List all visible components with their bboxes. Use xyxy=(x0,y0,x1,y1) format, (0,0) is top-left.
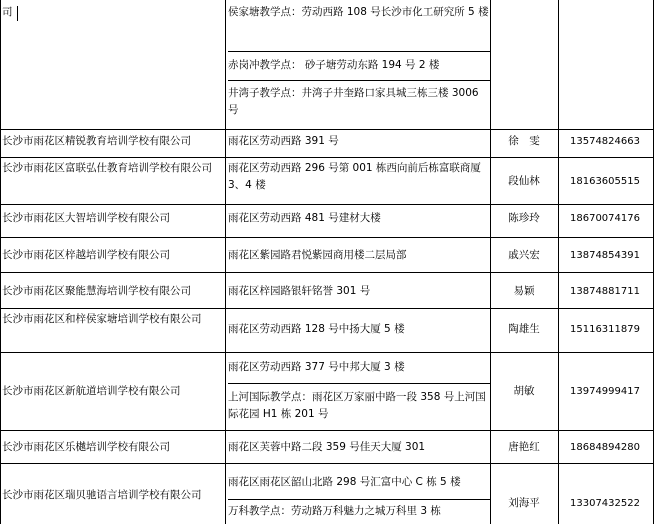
contact-phone: 13874854391 xyxy=(570,250,640,261)
company-name: 长沙市雨花区聚能慧海培训学校有限公司 xyxy=(2,285,191,297)
contact-phone: 13874881711 xyxy=(570,286,640,297)
contact-person: 段仙林 xyxy=(508,175,540,187)
contact-phone: 18163605515 xyxy=(570,176,640,187)
row-divider xyxy=(0,430,654,431)
school-address: 雨花区劳动西路 377 号中邦大厦 3 楼 xyxy=(228,361,405,373)
row-divider xyxy=(0,352,654,353)
row-divider xyxy=(0,157,654,158)
school-address: 侯家塘教学点：劳动西路 108 号长沙市化工研究所 5 楼 xyxy=(228,6,489,18)
school-address: 雨花区芙蓉中路二段 359 号佳天大厦 301 xyxy=(228,441,426,453)
contact-person: 陈珍玲 xyxy=(508,212,540,224)
school-address: 雨花区梓园路银轩铭誉 301 号 xyxy=(228,285,371,297)
table-border-left xyxy=(0,0,1,524)
contact-person: 刘海平 xyxy=(508,497,540,509)
school-address: 雨花区紫园路君悦紫园商用楼二层局部 xyxy=(228,249,407,261)
school-address: 上河国际教学点：雨花区万家丽中路一段 358 号上河国际花园 H1 栋 201 号 xyxy=(228,383,490,429)
contact-person: 胡敏 xyxy=(513,385,535,397)
row-divider xyxy=(0,129,654,130)
school-address: 井湾子教学点：井湾子井奎路口家具城三栋三楼 3006 号 xyxy=(228,80,490,128)
contact-phone: 13574824663 xyxy=(570,136,640,147)
column-divider-1 xyxy=(225,0,226,524)
row-divider xyxy=(0,237,654,238)
row-divider xyxy=(0,272,654,273)
contact-person: 易颖 xyxy=(513,285,535,297)
column-divider-3 xyxy=(558,0,559,524)
row-divider xyxy=(0,463,654,464)
company-name: 长沙市雨花区大智培训学校有限公司 xyxy=(2,212,170,224)
school-address: 雨花区劳动西路 128 号中扬大厦 5 楼 xyxy=(228,323,405,335)
contact-phone: 18670074176 xyxy=(570,213,640,224)
company-name: 长沙市雨花区梓越培训学校有限公司 xyxy=(2,249,170,261)
contact-phone: 13307432522 xyxy=(570,498,640,509)
school-address: 雨花区劳动西路 391 号 xyxy=(228,135,339,147)
contact-person: 唐艳红 xyxy=(508,441,540,453)
contact-person: 戚兴宏 xyxy=(508,249,540,261)
school-address: 雨花区劳动西路 481 号建材大楼 xyxy=(228,212,381,224)
company-name: 长沙市雨花区精锐教育培训学校有限公司 xyxy=(2,135,191,147)
contact-phone: 18684894280 xyxy=(570,442,640,453)
school-address: 赤岗冲教学点： 砂子塘劳动东路 194 号 2 楼 xyxy=(228,51,490,77)
row-divider xyxy=(0,308,654,309)
company-name: 长沙市雨花区富联弘仕教育培训学校有限公司 xyxy=(2,162,212,174)
company-name: 长沙市雨花区瑞贝驰语言培训学校有限公司 xyxy=(2,489,202,501)
contact-phone: 15116311879 xyxy=(570,324,640,335)
contact-person: 徐 雯 xyxy=(508,135,540,147)
contact-phone: 13974999417 xyxy=(570,386,640,397)
company-name: 长沙市雨花区乐樾培训学校有限公司 xyxy=(2,441,170,453)
company-name: 长沙市雨花区和梓侯家塘培训学校有限公司 xyxy=(2,313,202,325)
row-divider xyxy=(0,204,654,205)
school-address: 雨花区雨花区韶山北路 298 号汇富中心 C 栋 5 楼 xyxy=(228,476,461,488)
contact-person: 陶雄生 xyxy=(508,323,540,335)
company-name: 司 xyxy=(2,6,13,18)
school-address: 雨花区劳动西路 296 号第 001 栋西向前后栋富联商厦 3、4 楼 xyxy=(228,162,485,191)
company-name: 长沙市雨花区新航道培训学校有限公司 xyxy=(2,385,181,397)
school-address: 万科教学点：劳动路万科魅力之城万科里 3 栋 xyxy=(228,499,490,524)
